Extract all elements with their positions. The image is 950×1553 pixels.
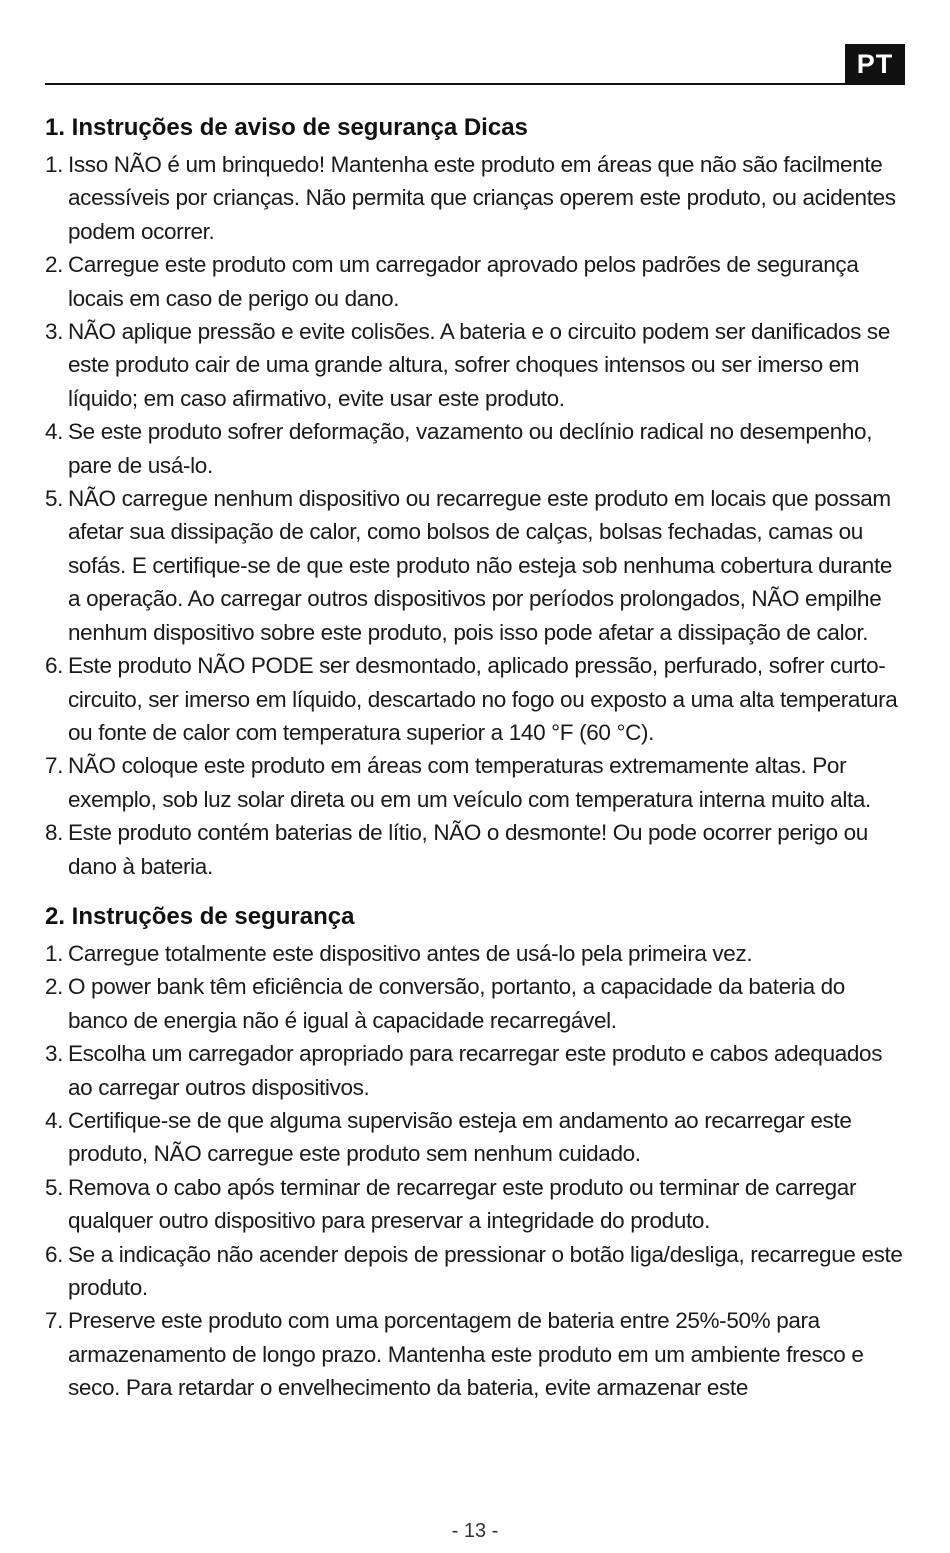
item-number: 6. [45, 653, 64, 679]
item-text: NÃO aplique pressão e evite colisões. A bateria e o circuito podem ser danificados se este produto cair de uma grande altura, sofrer choques intensos ou ser imerso em líquido; em caso afirmativo, evite usar este produto. [68, 319, 890, 411]
safety-list [45, 937, 905, 1405]
list-item [45, 937, 905, 970]
item-text: Preserve este produto com uma porcentagem de bateria entre 25%-50% para armazenamento de longo prazo. Mantenha este produto em um ambiente fresco e seco. Para retardar o envelhecimento da bateria, evite armazenar este [68, 1308, 864, 1401]
page-number: - 13 - [451, 1520, 499, 1542]
list-item [45, 1104, 905, 1171]
language-badge: PT [845, 44, 905, 84]
item-text: Escolha um carregador apropriado para recarregar este produto e cabos adequados ao carregar outros dispositivos. [68, 1041, 883, 1100]
item-number: 7. [45, 753, 64, 779]
item-number: 2. [45, 252, 64, 278]
section-safety-instructions [45, 897, 905, 1405]
item-number: 7. [45, 1308, 64, 1334]
item-text: Se este produto sofrer deformação, vazamento ou declínio radical no desempenho, pare de usá-lo. [68, 419, 873, 478]
item-text: Isso NÃO é um brinquedo! Mantenha este produto em áreas que não são facilmente acessíveis por crianças. Não permita que crianças operem este produto, ou acidentes podem ocorrer. [68, 152, 896, 244]
item-text: Se a indicação não acender depois de pressionar o botão liga/desliga, recarregue este produto. [68, 1241, 903, 1300]
list-item [45, 415, 905, 482]
item-text: O power bank têm eficiência de conversão, portanto, a capacidade da bateria do banco de energia não é igual à capacidade recarregável. [68, 974, 845, 1033]
list-item [45, 482, 905, 649]
item-text: NÃO carregue nenhum dispositivo ou recarregue este produto em locais que possam afetar sua dissipação de calor, como bolsos de calças, bolsas fechadas, camas ou sofás. E certifique-se de que este produto não esteja sob nenhuma cobertura durante a operação. Ao carregar outros dispositivos por períodos prolongados, NÃO empilhe nenhum dispositivo sobre este produto, pois isso pode afetar a dissipação de calor. [68, 486, 893, 645]
item-text: Este produto NÃO PODE ser desmontado, aplicado pressão, perfurado, sofrer curto-circuito, ser imerso em líquido, descartado no fogo ou exposto a uma alta temperatura ou fonte de calor com temperatura superior a 140 °F (60 °C). [68, 653, 898, 745]
item-number: 1. [45, 940, 64, 966]
document-body [45, 108, 905, 1405]
item-number: 5. [45, 1174, 64, 1200]
list-item [45, 816, 905, 883]
item-text: NÃO coloque este produto em áreas com temperaturas extremamente altas. Por exemplo, sob luz solar direta ou em um veículo com temperatura interna muito alta. [68, 753, 871, 812]
item-number: 6. [45, 1241, 64, 1267]
item-number: 8. [45, 820, 64, 846]
list-item [45, 649, 905, 749]
list-item [45, 970, 905, 1037]
header-divider [45, 83, 905, 85]
item-text: Remova o cabo após terminar de recarregar este produto ou terminar de carregar qualquer outro dispositivo para preservar a integridade do produto. [68, 1174, 857, 1234]
list-item [45, 1171, 905, 1238]
list-item [45, 248, 905, 315]
list-item [45, 749, 905, 816]
item-text: Carregue este produto com um carregador aprovado pelos padrões de segurança locais em caso de perigo ou dano. [68, 252, 859, 311]
section-title: 1. Instruções de aviso de segurança Dicas [45, 114, 528, 141]
warning-list [45, 148, 905, 883]
item-number: 3. [45, 319, 64, 345]
list-item [45, 1037, 905, 1104]
section-title: 2. Instruções de segurança [45, 902, 355, 930]
list-item [45, 315, 905, 415]
list-item [45, 1238, 905, 1305]
item-text: Este produto contém baterias de lítio, NÃO o desmonte! Ou pode ocorrer perigo ou dano à bateria. [68, 820, 868, 879]
item-number: 5. [45, 486, 64, 512]
item-number: 2. [45, 974, 64, 1000]
item-number: 4. [45, 419, 64, 445]
item-text: Certifique-se de que alguma supervisão esteja em andamento ao recarregar este produto, NÃO carregue este produto sem nenhum cuidado. [68, 1107, 852, 1167]
item-number: 3. [45, 1041, 64, 1067]
section-warning-tips [45, 108, 905, 883]
item-text: Carregue totalmente este dispositivo antes de usá-lo pela primeira vez. [68, 940, 753, 966]
item-number: 1. [45, 152, 64, 177]
list-item [45, 148, 905, 248]
item-number: 4. [45, 1107, 64, 1133]
list-item [45, 1304, 905, 1404]
